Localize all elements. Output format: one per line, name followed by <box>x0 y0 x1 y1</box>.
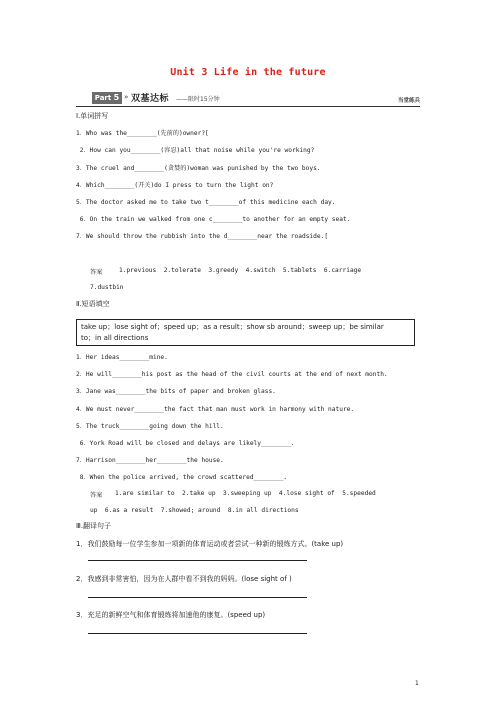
translation-prompt: 2．我感到非常害怕，因为在人群中看不到我的妈妈。(lose sight of ) <box>76 575 292 583</box>
question: 7．Harrison________her________the house. <box>76 457 224 464</box>
answer-label <box>90 490 102 499</box>
question: 7．We should throw the rubbish into the d________near the roadside.[ <box>76 233 329 240</box>
question: 2．He will________his post as the head of the civil courts at the end of next month. <box>76 371 388 378</box>
question: 2．How can you________(容忍)all that noise while you're working? <box>76 147 315 154</box>
question: 4．Which________(开关)do I press to turn the light on? <box>76 182 274 189</box>
answer-label <box>90 267 102 276</box>
phrase-box-line: take up；lose sight of；speed up；as a result；show sb around；sweep up；be similar <box>81 323 384 331</box>
section2-heading: Ⅱ.短语填空 <box>76 300 110 308</box>
phrase-box-line: to；in all directions <box>81 334 149 342</box>
answer-text: 1.previous 2.tolerate 3.greedy 4.switch 5.tablets 6.carriage <box>119 267 362 274</box>
phrase-box <box>76 319 415 346</box>
header-rule <box>76 106 420 107</box>
answer-blank <box>88 560 307 561</box>
part-number: 5 <box>113 93 120 102</box>
question: 5．The doctor asked me to take two t________of this medicine each day. <box>76 199 336 206</box>
page-title: Unit 3 Life in the future <box>170 67 326 78</box>
question: 5．The truck________going down the hill. <box>76 423 224 430</box>
answer-text: up 6.as a result 7.showed; around 8.in all directions <box>90 507 299 514</box>
question: 8．When the police arrived, the crowd scattered________. <box>76 474 288 481</box>
answer-label-text: 答案 <box>90 269 103 276</box>
time-limit: ——限时15分钟 <box>176 96 220 103</box>
page-number: 1 <box>415 680 419 687</box>
question: 6．On the train we walked from one c________to another for an empty seat. <box>76 216 351 223</box>
section3-heading: Ⅲ.翻译句子 <box>76 522 112 530</box>
translation-prompt: 1．我们鼓励每一位学生参加一项新的体育运动或者尝试一种新的锻炼方式。(take up) <box>76 540 344 548</box>
question: 1．Who was the________(先前的)owner?[ <box>76 130 209 137</box>
answer-text: 7.dustbin <box>90 284 124 291</box>
right-tag: 当堂练兵 <box>397 98 420 104</box>
question: 3．Jane was________the bits of paper and broken glass. <box>76 388 276 395</box>
question: 4．We must never________the fact that man must work in harmony with nature. <box>76 406 355 413</box>
arrow-icon: » <box>124 93 129 101</box>
answer-label-text: 答案 <box>90 492 103 499</box>
question: 1．Her ideas________mine. <box>76 354 168 361</box>
question: 6．York Road will be closed and delays are likely________. <box>76 440 295 447</box>
answer-blank <box>88 633 307 634</box>
part-tag <box>92 92 122 104</box>
section-name: 双基达标 <box>131 94 170 104</box>
translation-prompt: 3．充足的新鲜空气和体育锻炼将加速他的康复。(speed up) <box>76 611 266 619</box>
section1-heading: Ⅰ.单词拼写 <box>76 112 109 120</box>
answer-blank <box>88 597 307 598</box>
question: 3．The cruel and________(贪婪的)woman was punished by the two boys. <box>76 165 321 172</box>
part-label: Part <box>94 94 112 102</box>
answer-text: 1.are similar to 2.take up 3.sweeping up 4.lose sight of 5.speeded <box>115 490 376 497</box>
section-header-bar <box>76 91 420 105</box>
